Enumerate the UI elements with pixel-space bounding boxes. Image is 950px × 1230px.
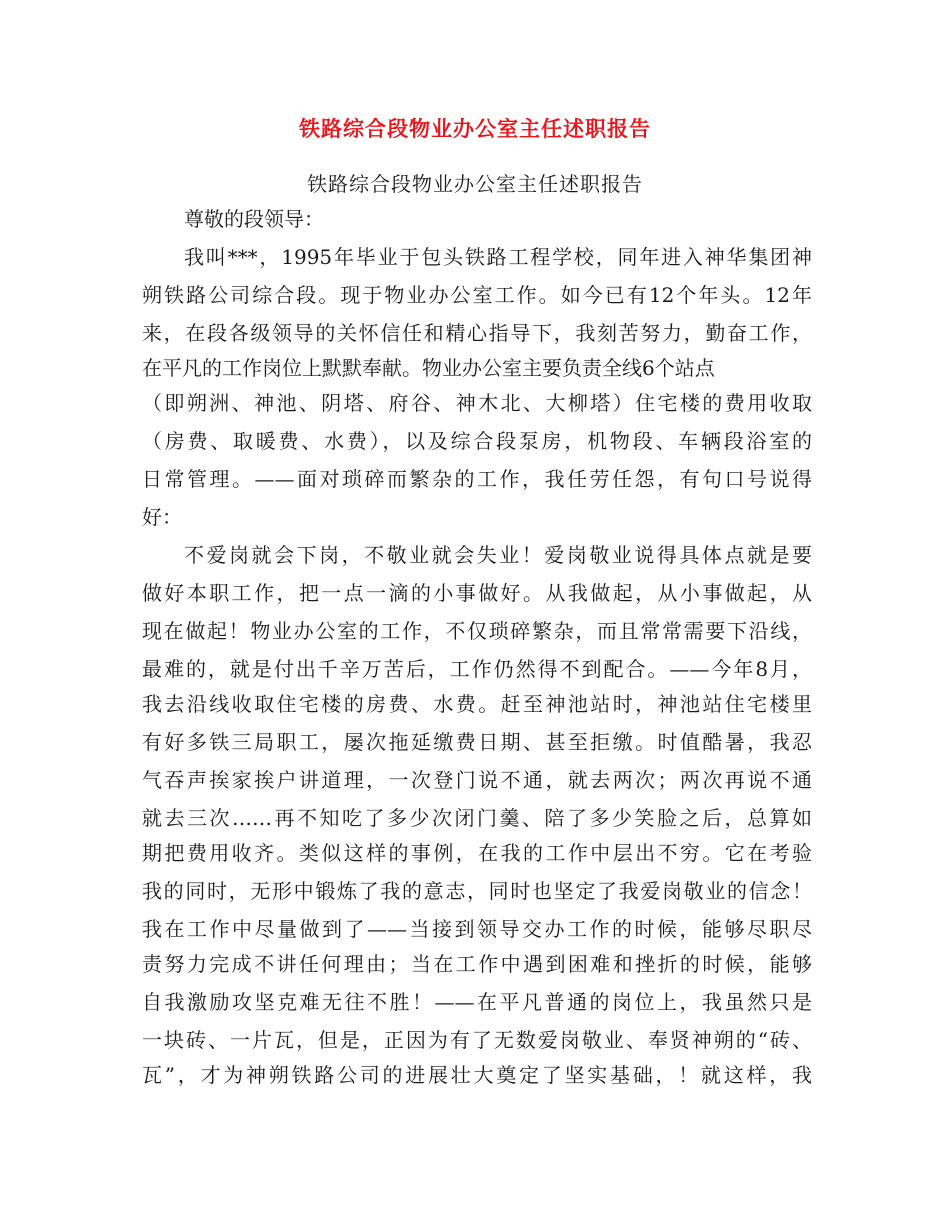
paragraph-line: 我叫***，1995年毕业于包头铁路工程学校，同年进入神华集团神 — [184, 245, 812, 269]
paragraph-line: 不爱岗就会下岗，不敬业就会失业！爱岗敬业说得具体点就是要 — [184, 543, 812, 567]
paragraph-line: 做好本职工作，把一点一滴的小事做好。从我做起，从小事做起，从 — [142, 581, 812, 605]
paragraph-line: 好： — [142, 505, 182, 529]
paragraph-line: 我去沿线收取住宅楼的房费、水费。赶至神池站时，神池站住宅楼里 — [142, 692, 812, 716]
paragraph-line: 来，在段各级领导的关怀信任和精心指导下，我刻苦努力，勤奋工作， — [142, 321, 812, 345]
document-title: 铁路综合段物业办公室主任述职报告 — [299, 116, 651, 141]
paragraph-line: 朔铁路公司综合段。现于物业办公室工作。如今已有12个年头。12年 — [142, 283, 812, 307]
paragraph-line: 我在工作中尽量做到了——当接到领导交办工作的时候，能够尽职尽 — [142, 917, 812, 941]
document-subtitle: 铁路综合段物业办公室主任述职报告 — [307, 172, 643, 196]
paragraph-line: 一块砖、一片瓦，但是，正因为有了无数爱岗敬业、奉贤神朔的“砖、 — [142, 1028, 812, 1052]
paragraph-line: 瓦”，才为神朔铁路公司的进展壮大奠定了坚实基础，！就这样，我 — [142, 1063, 812, 1087]
paragraph-line: 在平凡的工作岗位上默默奉献。物业办公室主要负责全线6个站点 — [142, 356, 715, 380]
paragraph-line: 就去三次……再不知吃了多少次闭门羹、陪了多少笑脸之后，总算如 — [142, 806, 812, 830]
paragraph-line: 日常管理。——面对琐碎而繁杂的工作，我任劳任怨，有句口号说得 — [142, 467, 812, 491]
paragraph-line: 最难的，就是付出千辛万苦后，工作仍然得不到配合。——今年8月， — [142, 657, 812, 681]
paragraph-line: 我的同时，无形中锻炼了我的意志，同时也坚定了我爱岗敬业的信念！ — [142, 879, 812, 903]
salutation: 尊敬的段领导： — [184, 207, 324, 231]
paragraph-line: 气吞声挨家挨户讲道理，一次登门说不通，就去两次；两次再说不通 — [142, 768, 812, 792]
paragraph-line: 责努力完成不讲任何理由；当在工作中遇到困难和挫折的时候，能够 — [142, 952, 812, 976]
paragraph-line: 有好多铁三局职工，屡次拖延缴费日期、甚至拒缴。时值酷暑，我忍 — [142, 730, 812, 754]
paragraph-line: （房费、取暖费、水费），以及综合段泵房，机物段、车辆段浴室的 — [142, 429, 812, 453]
paragraph-line: 现在做起！物业办公室的工作，不仅琐碎繁杂，而且常常需要下沿线， — [142, 619, 812, 643]
paragraph-line: 自我激励攻坚克难无往不胜！——在平凡普通的岗位上，我虽然只是 — [142, 990, 812, 1014]
paragraph-line: （即朔洲、神池、阴塔、府谷、神木北、大柳塔）住宅楼的费用收取 — [142, 391, 812, 415]
paragraph-line: 期把费用收齐。类似这样的事例，在我的工作中层出不穷。它在考验 — [142, 841, 812, 865]
